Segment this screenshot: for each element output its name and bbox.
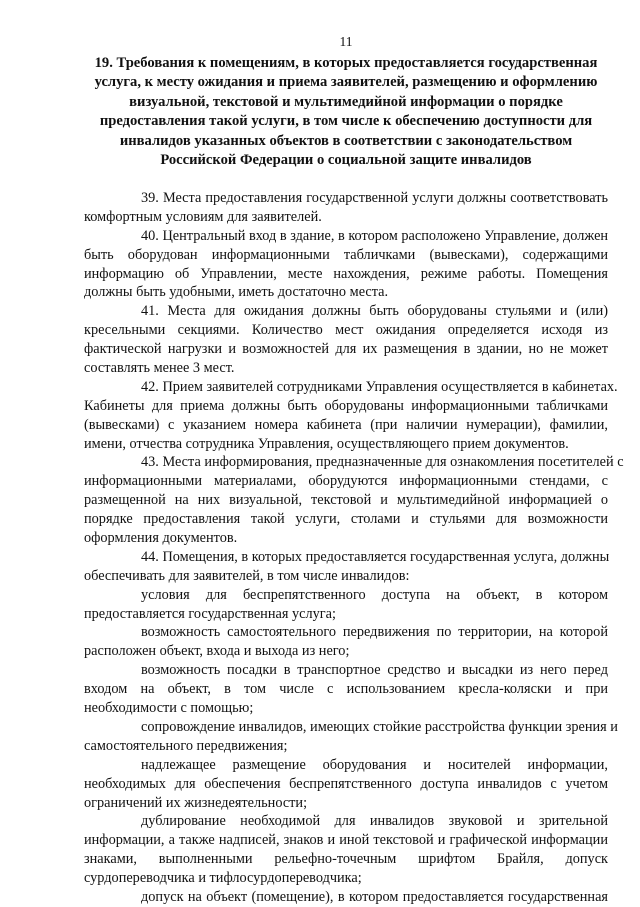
heading-line: инвалидов указанных объектов в соответствии с законодательством (119, 132, 573, 149)
text-line: составлять менее 3 мест. (84, 360, 235, 377)
text-line: 42. Прием заявителей сотрудниками Управления осуществляется в кабинетах. (141, 378, 618, 395)
text-line: 43. Места информирования, предназначенные для ознакомления посетителей с (141, 454, 624, 471)
text-line: 41. Места для ожидания должны быть оборудованы стульями и (или) (141, 303, 608, 320)
text-line: возможность посадки в транспортное средство и высадки из него перед (141, 662, 608, 679)
document-page (84, 34, 624, 907)
text-line: комфортным условиям для заявителей. (84, 208, 322, 225)
text-line: сопровождение инвалидов, имеющих стойкие расстройства функции зрения и (141, 718, 618, 735)
text-line: информацию об Управлении, месте нахождения, режиме работы. Помещения (84, 265, 608, 282)
text-line: условия для беспрепятственного доступа на объект, в котором (141, 586, 608, 603)
text-line: 44. Помещения, в которых предоставляется государственная услуга, должны (141, 548, 610, 565)
text-line: информационными материалами, оборудуются информационными стендами, с (84, 473, 608, 490)
text-line: дублирование необходимой для инвалидов звуковой и зрительной (141, 813, 608, 830)
text-line: расположен объект, входа и выхода из него; (84, 643, 350, 660)
heading-line: предоставления такой услуги, в том числе к обеспечению доступности для (99, 113, 593, 130)
text-line: 40. Центральный вход в здание, в котором расположено Управление, должен (141, 227, 609, 244)
heading-line: Российской Федерации о социальной защите инвалидов (160, 152, 532, 169)
text-line: самостоятельного передвижения; (84, 737, 288, 754)
text-line: 39. Места предоставления государственной услуги должны соответствовать (141, 190, 608, 206)
text-line: информации, а также надписей, знаков и иной текстовой и графической информации (84, 832, 608, 849)
text-line: размещенной на них визуальной, текстовой и мультимедийной информацией о (84, 492, 608, 509)
heading-line: визуальной, текстовой и мультимедийной информации о порядке (129, 93, 563, 110)
text-line: Кабинеты для приема должны быть оборудованы информационными табличками (84, 397, 608, 414)
text-line: ограничений их жизнедеятельности; (84, 794, 308, 811)
section-heading (76, 54, 616, 171)
text-line: кресельными секциями. Количество мест ожидания определяется исходя из (84, 322, 608, 339)
text-line: знаками, выполненными рельефно-точечным шрифтом Брайля, допуск (84, 851, 608, 868)
text-line: оформления документов. (84, 530, 238, 547)
heading-line: 19. Требования к помещениям, в которых предоставляется государственная (94, 55, 598, 71)
text-line: обеспечивать для заявителей, в том числе инвалидов: (84, 567, 410, 584)
heading-line: услуга, к месту ожидания и приема заявителей, размещению и оформлению (94, 74, 598, 91)
text-line: надлежащее размещение оборудования и носителей информации, (141, 756, 608, 773)
text-line: (вывесками) с указанием номера кабинета (при наличии нумерации), фамилии, (84, 416, 608, 433)
text-line: сурдопереводчика и тифлосурдопереводчика; (84, 870, 362, 887)
text-line: необходимости с помощью; (84, 700, 254, 717)
page-number: 11 (339, 34, 353, 49)
text-line: быть оборудован информационными табличками (вывесками), содержащими (84, 246, 608, 263)
text-line: предоставляется государственная услуга; (84, 605, 336, 622)
text-line: имени, отчества сотрудника Управления, осуществляющего прием документов. (84, 435, 569, 452)
text-line: фактической нагрузки и возможностей для их размещения в здании, но не может (84, 341, 608, 358)
text-line: входом на объект, в том числе с использованием кресла-коляски и при (84, 681, 608, 698)
text-line: необходимых для обеспечения беспрепятственного доступа инвалидов с учетом (84, 775, 608, 792)
text-line: возможность самостоятельного передвижения по территории, на которой (141, 624, 608, 641)
text-line: должны быть удобными, иметь достаточно места. (84, 284, 389, 301)
text-line: порядке предоставления такой услуги, столами и стульями для возможности (84, 511, 608, 528)
text-line: допуск на объект (помещение), в котором предоставляется государственная (141, 888, 608, 905)
document-body (84, 189, 624, 907)
